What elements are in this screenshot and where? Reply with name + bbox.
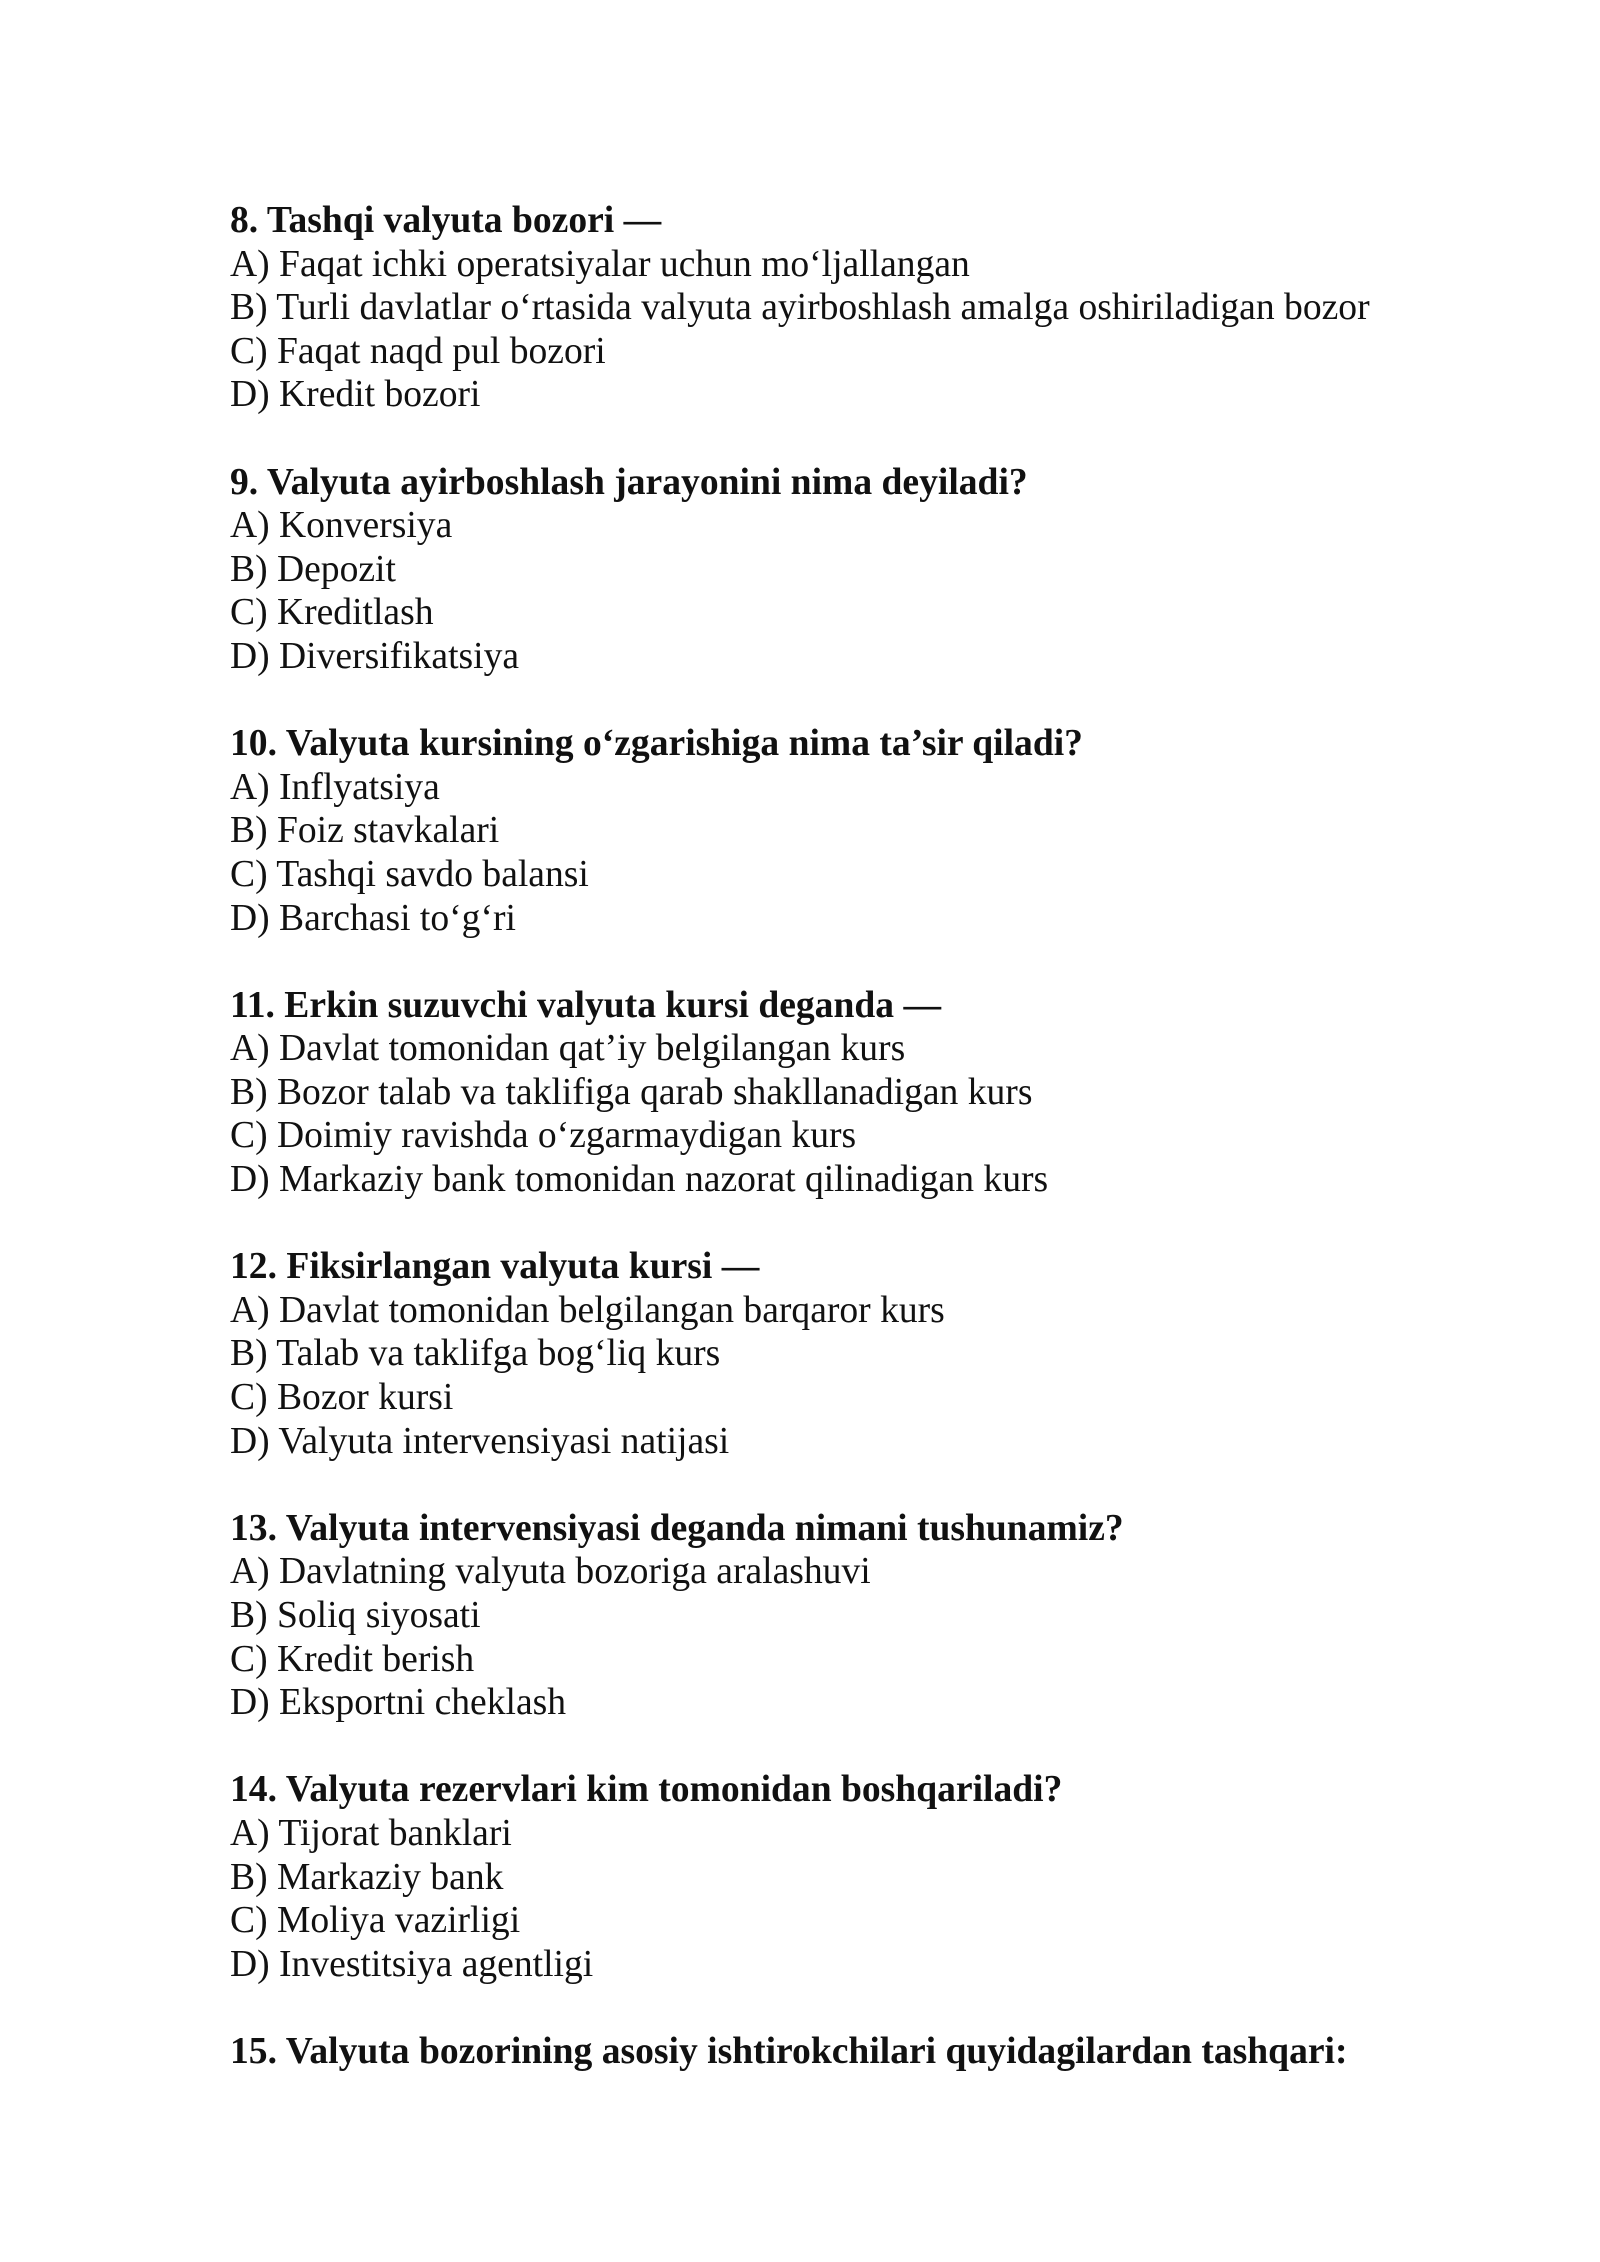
- question-9-title: 9. Valyuta ayirboshlash jarayonini nima deyiladi?: [230, 461, 1028, 503]
- question-11-title: 11. Erkin suzuvchi valyuta kursi deganda —: [230, 984, 942, 1026]
- question-12-option-b: B) Talab va taklifga bog‘liq kurs: [230, 1333, 721, 1375]
- question-11-option-a: A) Davlat tomonidan qat’iy belgilangan kurs: [230, 1028, 906, 1070]
- document-page: [230, 199, 1570, 2117]
- question-12-option-a: A) Davlat tomonidan belgilangan barqaror kurs: [230, 1289, 945, 1331]
- question-block-15: [230, 2030, 1570, 2074]
- question-block-12: [230, 1245, 1570, 1463]
- question-8-option-c: C) Faqat naqd pul bozori: [230, 330, 606, 372]
- question-12-option-d: D) Valyuta intervensiyasi natijasi: [230, 1420, 730, 1462]
- question-14-option-a: A) Tijorat banklari: [230, 1812, 512, 1854]
- question-8-option-a: A) Faqat ichki operatsiyalar uchun mo‘ljallangan: [230, 243, 970, 285]
- question-9-option-c: C) Kreditlash: [230, 592, 434, 634]
- question-13-option-d: D) Eksportni cheklash: [230, 1682, 567, 1724]
- question-9-option-d: D) Diversifikatsiya: [230, 635, 520, 677]
- question-block-8: [230, 199, 1570, 417]
- question-10-option-c: C) Tashqi savdo balansi: [230, 853, 589, 895]
- question-11-option-b: B) Bozor talab va taklifiga qarab shakllanadigan kurs: [230, 1071, 1033, 1113]
- question-10-option-b: B) Foiz stavkalari: [230, 810, 500, 852]
- question-block-11: [230, 984, 1570, 1202]
- question-14-title: 14. Valyuta rezervlari kim tomonidan boshqariladi?: [230, 1769, 1063, 1811]
- question-9-option-a: A) Konversiya: [230, 505, 453, 547]
- question-13-option-b: B) Soliq siyosati: [230, 1595, 481, 1636]
- question-10-title: 10. Valyuta kursining o‘zgarishiga nima ta’sir qiladi?: [230, 723, 1083, 765]
- question-8-option-d: D) Kredit bozori: [230, 374, 481, 416]
- question-15-title: 15. Valyuta bozorining asosiy ishtirokchilari quyidagilardan tashqari:: [230, 2030, 1348, 2072]
- question-block-9: [230, 461, 1570, 679]
- question-14-option-c: C) Moliya vazirligi: [230, 1900, 521, 1942]
- question-14-option-b: B) Markaziy bank: [230, 1856, 504, 1898]
- question-13-title: 13. Valyuta intervensiyasi deganda nimani tushunamiz?: [230, 1507, 1124, 1549]
- question-14-option-d: D) Investitsiya agentligi: [230, 1943, 594, 1985]
- question-10-option-a: A) Inflyatsiya: [230, 766, 440, 808]
- question-8-option-b: B) Turli davlatlar o‘rtasida valyuta ayirboshlash amalga oshiriladigan bozor: [230, 287, 1370, 329]
- question-10-option-d: D) Barchasi to‘g‘ri: [230, 897, 516, 939]
- question-8-title: 8. Tashqi valyuta bozori —: [230, 200, 662, 241]
- question-11-option-d: D) Markaziy bank tomonidan nazorat qilinadigan kurs: [230, 1159, 1049, 1201]
- question-11-option-c: C) Doimiy ravishda o‘zgarmaydigan kurs: [230, 1115, 857, 1157]
- question-9-option-b: B) Depozit: [230, 548, 396, 590]
- question-block-10: [230, 722, 1570, 940]
- question-block-14: [230, 1768, 1570, 1986]
- question-13-option-c: C) Kredit berish: [230, 1638, 475, 1680]
- question-13-option-a: A) Davlatning valyuta bozoriga aralashuvi: [230, 1551, 871, 1593]
- question-12-title: 12. Fiksirlangan valyuta kursi —: [230, 1246, 760, 1288]
- question-block-13: [230, 1507, 1570, 1725]
- question-12-option-c: C) Bozor kursi: [230, 1377, 454, 1419]
